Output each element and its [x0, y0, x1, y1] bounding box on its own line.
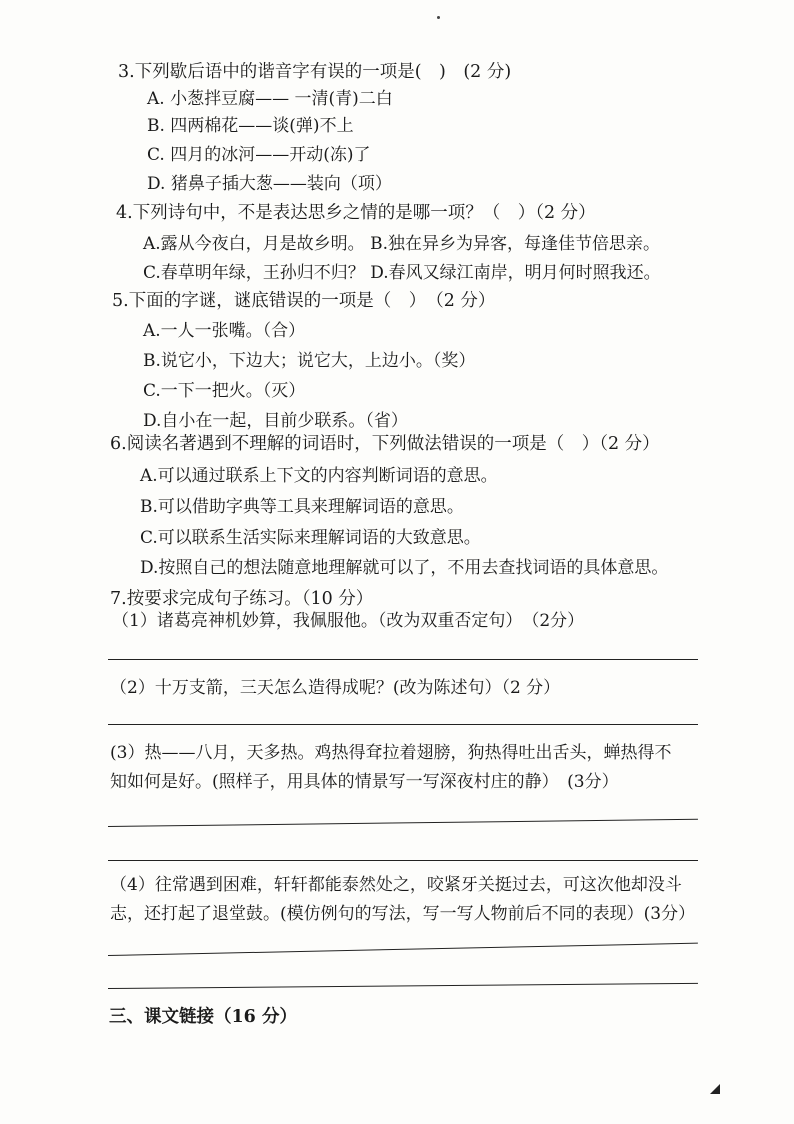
q7-sub3-line1: (3）热——八月，天多热。鸡热得耷拉着翅膀，狗热得吐出舌头，蝉热得不	[110, 743, 672, 763]
q3-option-b: B. 四两棉花——谈(弹)不上	[147, 116, 354, 136]
q5-option-c: C.一下一把火。（灭）	[143, 381, 306, 401]
q7-sub2: （2）十万支箭，三天怎么造得成呢？(改为陈述句）（2 分）	[110, 678, 561, 698]
q7-sub4-line1: （4）往常遇到困难，轩轩都能泰然处之，咬紧牙关挺过去，可这次他却没斗	[110, 875, 682, 895]
q6-option-c: C.可以联系生活实际来理解词语的大致意思。	[140, 528, 481, 548]
answer-line-sub2[interactable]	[108, 724, 698, 725]
scan-speck	[437, 16, 440, 19]
q7-sub1: （1）诸葛亮神机妙算，我佩服他。（改为双重否定句） （2分）	[112, 611, 585, 631]
q3-option-a: A. 小葱拌豆腐—— 一清(青)二白	[147, 89, 393, 109]
q3-option-d: D. 猪鼻子插大葱——装向（项）	[147, 174, 392, 194]
q5-option-d: D.自小在一起，目前少联系。（省）	[143, 411, 408, 431]
q4-stem: 4.下列诗句中，不是表达思乡之情的是哪一项？（ ）（2 分）	[116, 203, 596, 223]
q3-stem: 3.下列歇后语中的谐音字有误的一项是( ) (2 分)	[118, 62, 512, 82]
q6-option-d: D.按照自己的想法随意地理解就可以了，不用去查找词语的具体意思。	[140, 558, 669, 578]
q6-stem: 6.阅读名著遇到不理解的词语时，下列做法错误的一项是（ ）（2 分）	[110, 434, 660, 454]
q6-option-a: A.可以通过联系上下文的内容判断词语的意思。	[140, 466, 498, 486]
q5-option-a: A.一人一张嘴。（合）	[143, 321, 306, 341]
q4-options-ab: A.露从今夜白，月是故乡明。 B.独在异乡为异客，每逢佳节倍思亲。	[143, 234, 660, 254]
q5-stem: 5.下面的字谜，谜底错误的一项是（ ） （2 分）	[112, 291, 496, 311]
q7-stem: 7.按要求完成句子练习。（10 分）	[110, 589, 374, 609]
answer-line-sub1[interactable]	[108, 659, 698, 660]
q3-option-c: C. 四月的冰河——开动(冻)了	[147, 145, 371, 165]
q6-option-b: B.可以借助字典等工具来理解词语的意思。	[140, 497, 464, 517]
q5-option-b: B.说它小，下边大；说它大，上边小。（奖）	[143, 351, 476, 371]
q7-sub3-line2: 知如何是好。(照样子，用具体的情景写一写深夜村庄的静） (3分）	[110, 772, 619, 792]
answer-line-sub4-a[interactable]	[108, 943, 698, 956]
corner-mark	[710, 1084, 720, 1094]
q7-sub4-line2: 志，还打起了退堂鼓。(模仿例句的写法，写一写人物前后不同的表现）(3分）	[110, 904, 696, 924]
answer-line-sub3-b[interactable]	[108, 860, 698, 861]
section3-title: 三、课文链接（16 分）	[109, 1007, 297, 1027]
answer-line-sub3-a[interactable]	[108, 819, 698, 827]
q4-options-cd: C.春草明年绿，王孙归不归？ D.春风又绿江南岸，明月何时照我还。	[143, 263, 661, 283]
answer-line-sub4-b[interactable]	[108, 983, 698, 989]
